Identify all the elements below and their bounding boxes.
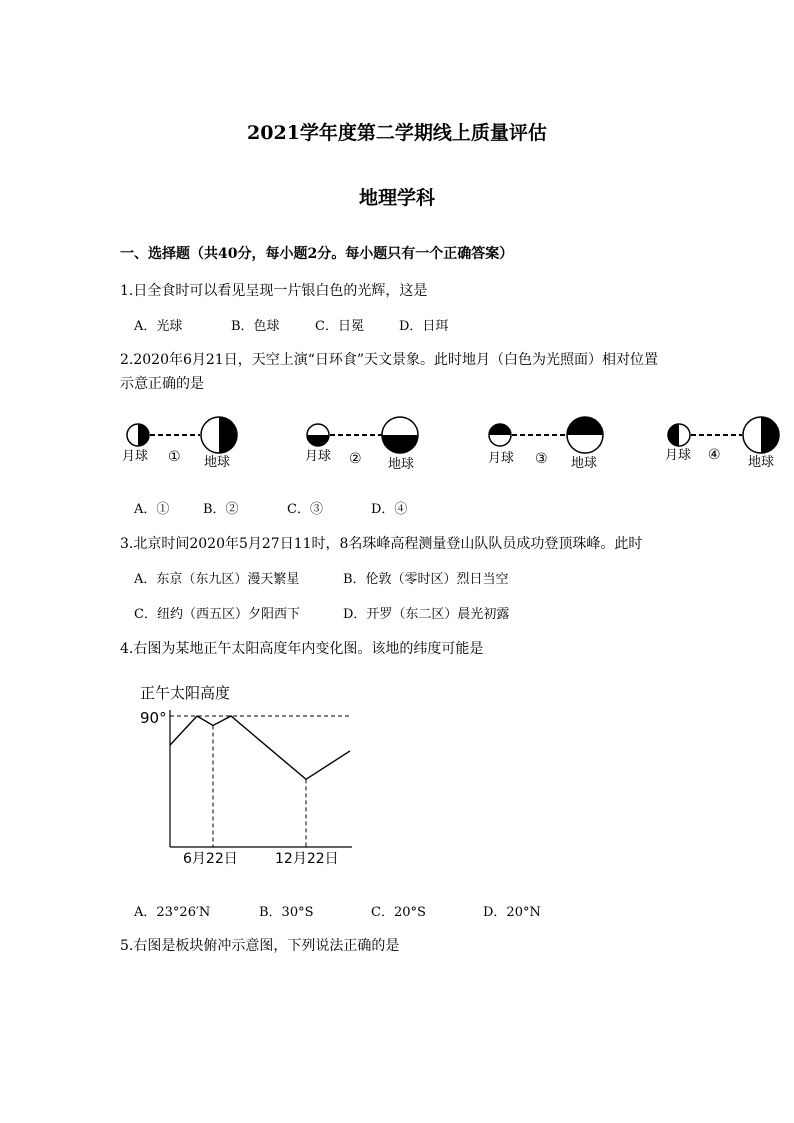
diagram-num-4: ④ bbox=[708, 447, 721, 463]
moon-label-1: 月球 bbox=[122, 449, 149, 464]
earth-label-4: 地球 bbox=[748, 455, 775, 470]
question-3-stem: 3.北京时间2020年5月27日11时，8名珠峰高程测量登山队队员成功登顶珠峰。此时 bbox=[120, 536, 643, 552]
q3-option-a: A．东京（东九区）漫天繁星 bbox=[134, 572, 300, 587]
earth-2-shadow bbox=[382, 435, 418, 453]
diagram-4 bbox=[665, 417, 779, 470]
subject-title: 地理学科 bbox=[358, 187, 435, 209]
q2-option-b: B．② bbox=[203, 502, 239, 517]
chart-series-line bbox=[170, 716, 350, 779]
chart-ylabel: 正午太阳高度 bbox=[140, 684, 231, 702]
q1-option-c: C．日冕 bbox=[315, 319, 364, 334]
chart-xtick-dec22: 12月22日 bbox=[275, 851, 339, 867]
q1-option-d: D．日珥 bbox=[399, 319, 449, 334]
moon-1-shadow bbox=[138, 424, 149, 446]
q1-option-a: A．光球 bbox=[134, 319, 183, 334]
q3-option-d: D．开罗（东二区）晨光初露 bbox=[343, 607, 510, 622]
sun-altitude-chart bbox=[130, 680, 360, 875]
earth-moon-diagrams bbox=[0, 405, 794, 480]
question-1-stem: 1.日全食时可以看见呈现一片银白色的光辉，这是 bbox=[120, 283, 428, 299]
question-5-stem: 5.右图是板块俯冲示意图，下列说法正确的是 bbox=[120, 938, 400, 954]
question-2-stem-line2: 示意正确的是 bbox=[120, 376, 204, 392]
q4-option-d: D．20°N bbox=[483, 905, 541, 920]
diagram-num-3: ③ bbox=[535, 451, 548, 467]
diagram-3 bbox=[488, 417, 603, 471]
q1-option-b: B．色球 bbox=[231, 319, 280, 334]
diagram-2 bbox=[305, 417, 418, 472]
q4-option-a: A．23°26′N bbox=[134, 905, 211, 920]
earth-label-2: 地球 bbox=[388, 457, 415, 472]
question-4-stem: 4.右图为某地正午太阳高度年内变化图。该地的纬度可能是 bbox=[120, 641, 484, 657]
diagram-num-1: ① bbox=[168, 449, 181, 465]
q3-option-c: C．纽约（西五区）夕阳西下 bbox=[134, 607, 300, 622]
earth-4-shadow bbox=[761, 417, 779, 453]
diagram-1 bbox=[122, 417, 237, 470]
question-2-stem-line1: 2.2020年6月21日，天空上演“日环食”天文景象。此时地月（白色为光照面）相对位置 bbox=[120, 352, 659, 368]
chart-ytick-90: 90° bbox=[140, 709, 167, 727]
document-title: 2021学年度第二学期线上质量评估 bbox=[247, 122, 547, 144]
earth-label-1: 地球 bbox=[204, 455, 231, 470]
section-heading: 一、选择题（共40分，每小题2分。每小题只有一个正确答案） bbox=[120, 246, 514, 262]
moon-label-2: 月球 bbox=[305, 449, 332, 464]
q2-option-d: D．④ bbox=[371, 502, 408, 517]
q3-option-b: B．伦敦（零时区）烈日当空 bbox=[343, 572, 509, 587]
moon-3-shadow bbox=[489, 424, 511, 435]
moon-2-shadow bbox=[307, 435, 329, 446]
earth-3-shadow bbox=[567, 417, 603, 435]
q2-option-a: A．① bbox=[134, 502, 170, 517]
q4-option-b: B．30°S bbox=[259, 905, 314, 920]
earth-label-3: 地球 bbox=[571, 456, 598, 471]
q2-option-c: C．③ bbox=[287, 502, 323, 517]
moon-4-shadow bbox=[668, 424, 679, 446]
moon-label-3: 月球 bbox=[488, 451, 515, 466]
diagram-num-2: ② bbox=[349, 451, 362, 467]
earth-1-shadow bbox=[219, 417, 237, 453]
chart-xtick-jun22: 6月22日 bbox=[183, 851, 238, 867]
moon-label-4: 月球 bbox=[665, 448, 692, 463]
q4-option-c: C．20°S bbox=[371, 905, 426, 920]
